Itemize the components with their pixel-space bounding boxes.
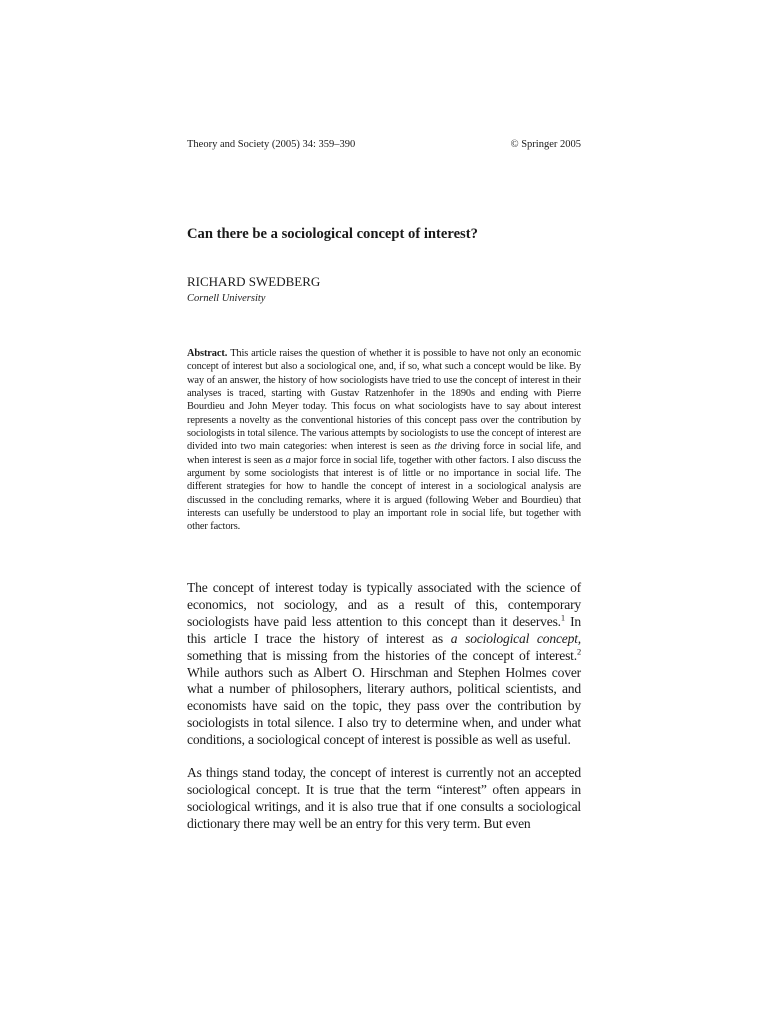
author-affiliation: Cornell University (187, 293, 266, 304)
author-name: RICHARD SWEDBERG (187, 274, 321, 289)
abstract-emphasis-1: the (434, 441, 447, 453)
abstract-text-3: major force in social life, together with other factors. I also discuss the argument by some sociologists that interest is of little or no importance in social life. The different strategies for how to handle the concept of interest in a sociological analysis are discussed in the concluding remarks, where it is argued (following Weber and Bourdieu) that interests can usefully be understood to play an important role in social life, but together with other factors. (187, 454, 581, 533)
body-paragraph-1 (187, 580, 581, 749)
body-paragraph-2: As things stand today, the concept of interest is currently not an accepted sociological concept. It is true that the term “interest” often appears in sociological writings, and it is also true that if one consults a sociological dictionary there may well be an entry for this very term. But even (187, 765, 581, 831)
copyright-notice: © Springer 2005 (510, 139, 581, 150)
body-text-segment: While authors such as Albert O. Hirschman and Stephen Holmes cover what a number of philosophers, literary authors, political scientists, and economists have said on the topic, they pass over the contribution by sociologists in total silence. I also try to determine when, and under what conditions, a sociological concept of interest is possible as well as useful. (187, 664, 581, 748)
article-title: Can there be a sociological concept of interest? (187, 226, 478, 242)
abstract-text-2: driving force in social life, and when interest is seen as (187, 441, 582, 466)
footnote-marker-2[interactable]: 2 (576, 646, 581, 657)
body-text (187, 580, 581, 849)
body-text-segment: The concept of interest today is typically associated with the science of economics, not sociology, and as a result of this, contemporary sociologists have paid less attention to this concept than it deserves. (187, 580, 581, 629)
body-text-segment: In this article I trace the history of interest as (187, 613, 581, 646)
abstract-text-1: This article raises the question of whether it is possible to have not only an economic concept of interest but also a sociological one, and, if so, what such a concept would be like. By way of an answer, the history of how sociologists have tried to use the concept of interest in their analyses is traced, starting with Gustav Ratzenhofer in the 1890s and ending with Pierre Bourdieu and John Meyer today. This focus on what sociologists have to say about interest represents a novelty as the conventional histories of this concept pass over the contribution by sociologists in total silence. The various attempts by sociologists to use the concept of interest are divided into two main categories: when interest is seen as (187, 348, 581, 453)
footnote-marker-1[interactable]: 1 (560, 612, 565, 623)
body-emphasis: a sociological concept, (450, 630, 581, 646)
abstract-emphasis-2: a (285, 454, 291, 466)
abstract-label: Abstract. (187, 348, 228, 359)
journal-citation: Theory and Society (2005) 34: 359–390 (187, 139, 356, 150)
abstract (187, 347, 581, 534)
body-text-segment: something that is missing from the histories of the concept of interest. (187, 647, 577, 663)
